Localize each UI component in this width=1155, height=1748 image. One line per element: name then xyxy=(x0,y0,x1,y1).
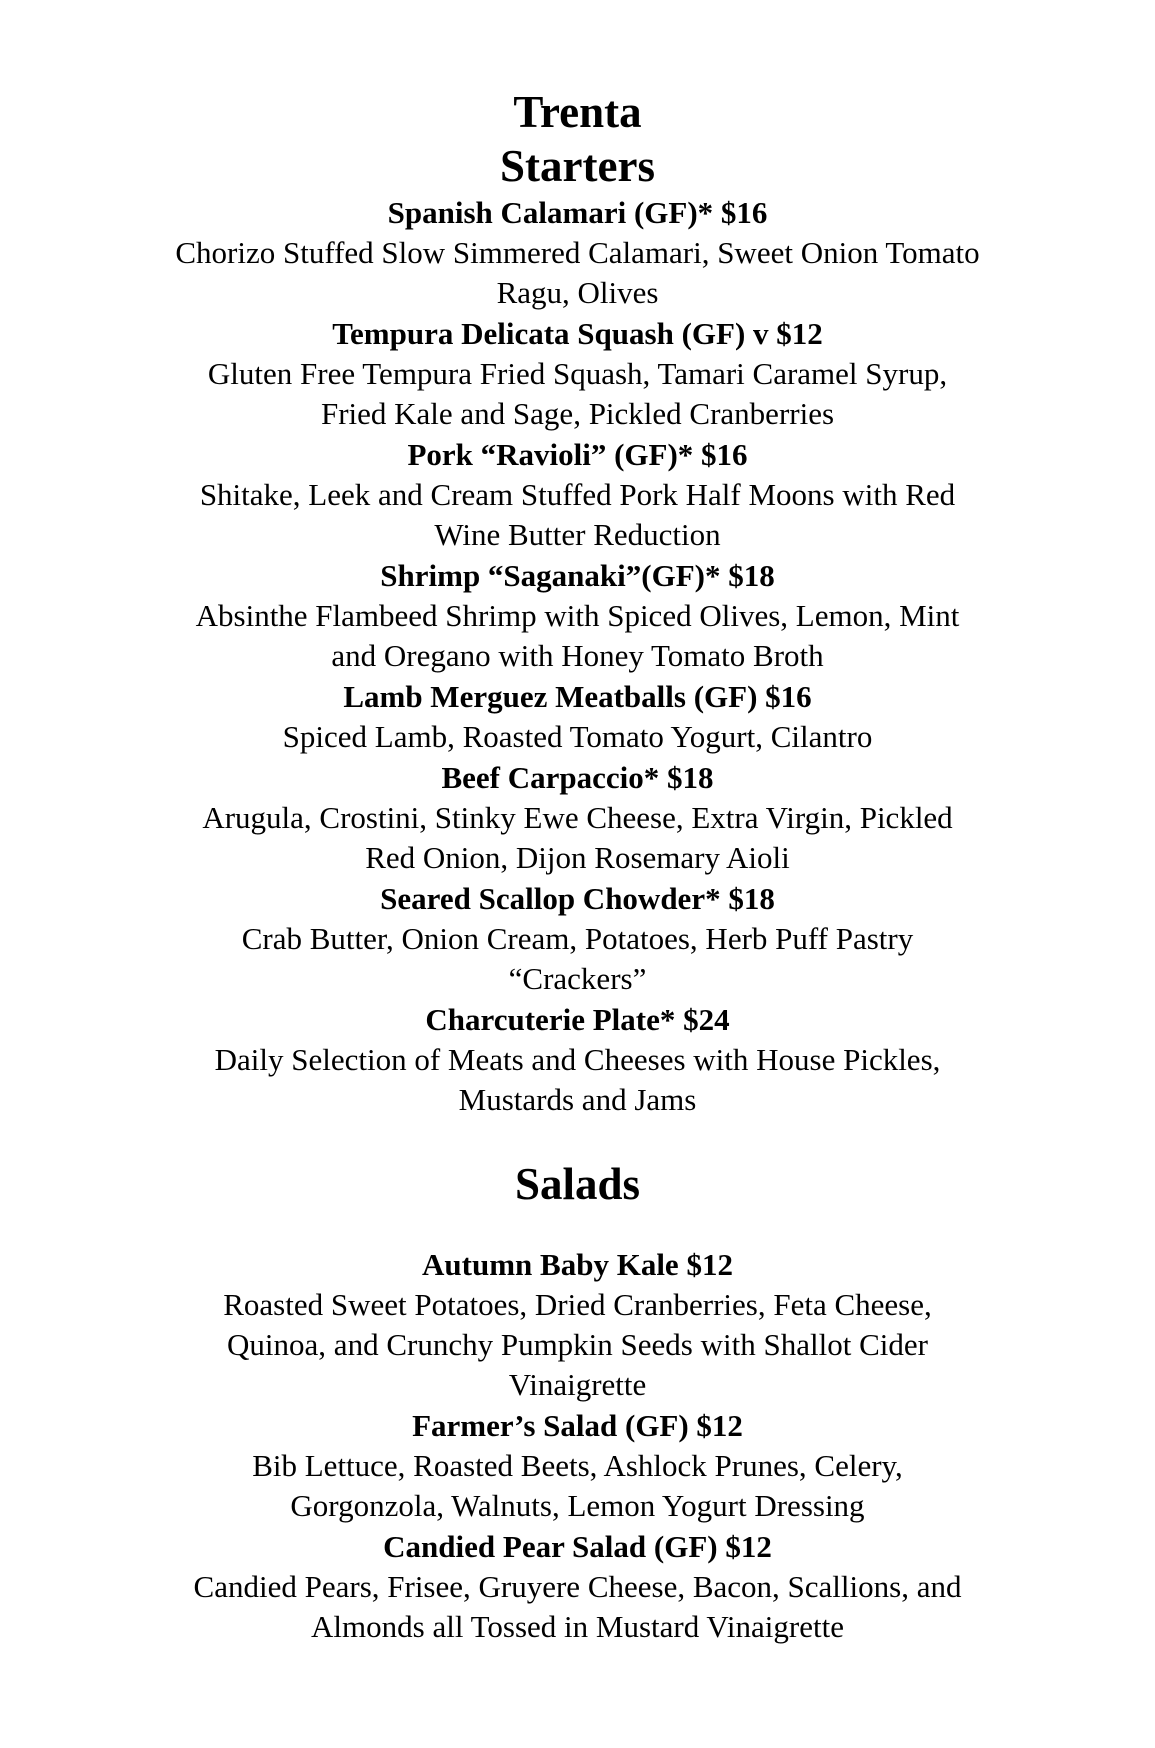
menu-item xyxy=(90,757,1065,878)
menu-item-name: Seared Scallop Chowder* $18 xyxy=(380,881,775,916)
menu-item-name: Beef Carpaccio* $18 xyxy=(441,760,714,795)
section-title-starters: Starters xyxy=(500,141,655,191)
restaurant-name: Trenta xyxy=(513,87,642,137)
menu-item-name: Lamb Merguez Meatballs (GF) $16 xyxy=(343,679,812,714)
menu-item-description-line: Wine Butter Reduction xyxy=(434,517,721,552)
menu-item-description-line: “Crackers” xyxy=(508,961,647,996)
menu-item-name: Autumn Baby Kale $12 xyxy=(422,1247,733,1282)
menu-item-description-line: Roasted Sweet Potatoes, Dried Cranberries, Feta Cheese, xyxy=(223,1287,932,1322)
menu-item xyxy=(90,1244,1065,1405)
menu-item xyxy=(90,999,1065,1120)
menu-item-description-line: Candied Pears, Frisee, Gruyere Cheese, Bacon, Scallions, and xyxy=(193,1569,962,1604)
starters-list xyxy=(90,192,1065,1120)
menu-item xyxy=(90,878,1065,999)
section-title-salads: Salads xyxy=(514,1159,641,1209)
menu-item-name: Shrimp “Saganaki”(GF)* $18 xyxy=(380,558,775,593)
menu-item-description-line: Ragu, Olives xyxy=(496,275,659,310)
menu-item-description-line: Shitake, Leek and Cream Stuffed Pork Half Moons with Red xyxy=(199,477,956,512)
menu-item-description-line: and Oregano with Honey Tomato Broth xyxy=(331,638,824,673)
menu-item-name: Farmer’s Salad (GF) $12 xyxy=(412,1408,743,1443)
menu-item xyxy=(90,676,1065,757)
menu-item-description-line: Fried Kale and Sage, Pickled Cranberries xyxy=(320,396,835,431)
menu-item-description-line: Bib Lettuce, Roasted Beets, Ashlock Prunes, Celery, xyxy=(252,1448,903,1483)
menu-item-description-line: Mustards and Jams xyxy=(458,1082,697,1117)
menu-item xyxy=(90,313,1065,434)
menu-item-description-line: Arugula, Crostini, Stinky Ewe Cheese, Extra Virgin, Pickled xyxy=(202,800,953,835)
menu-item-name: Candied Pear Salad (GF) $12 xyxy=(383,1529,772,1564)
menu-item xyxy=(90,192,1065,313)
menu-item xyxy=(90,1405,1065,1526)
menu-item-description-line: Absinthe Flambeed Shrimp with Spiced Olives, Lemon, Mint xyxy=(195,598,960,633)
menu-item-description-line: Gorgonzola, Walnuts, Lemon Yogurt Dressing xyxy=(290,1488,865,1523)
section-salads xyxy=(90,1158,1065,1647)
menu-item xyxy=(90,555,1065,676)
menu-item-description-line: Vinaigrette xyxy=(508,1367,647,1402)
menu-item-description-line: Daily Selection of Meats and Cheeses with House Pickles, xyxy=(214,1042,941,1077)
menu-item-description-line: Spiced Lamb, Roasted Tomato Yogurt, Cilantro xyxy=(282,719,873,754)
menu-item-description-line: Chorizo Stuffed Slow Simmered Calamari, Sweet Onion Tomato xyxy=(175,235,980,270)
menu-item-name: Charcuterie Plate* $24 xyxy=(425,1002,730,1037)
menu-item-description-line: Quinoa, and Crunchy Pumpkin Seeds with Shallot Cider xyxy=(227,1327,928,1362)
menu-item xyxy=(90,1526,1065,1647)
menu-item-description-line: Gluten Free Tempura Fried Squash, Tamari Caramel Syrup, xyxy=(207,356,948,391)
menu-item xyxy=(90,434,1065,555)
menu-item-name: Tempura Delicata Squash (GF) v $12 xyxy=(332,316,823,351)
menu-item-name: Pork “Ravioli” (GF)* $16 xyxy=(407,437,748,472)
menu-item-name: Spanish Calamari (GF)* $16 xyxy=(387,195,768,230)
menu-item-description-line: Crab Butter, Onion Cream, Potatoes, Herb Puff Pastry xyxy=(241,921,914,956)
menu-item-description-line: Red Onion, Dijon Rosemary Aioli xyxy=(365,840,790,875)
salads-list xyxy=(90,1244,1065,1647)
section-starters xyxy=(90,140,1065,1120)
menu-content xyxy=(90,84,1065,1647)
menu-item-description-line: Almonds all Tossed in Mustard Vinaigrette xyxy=(311,1609,844,1644)
